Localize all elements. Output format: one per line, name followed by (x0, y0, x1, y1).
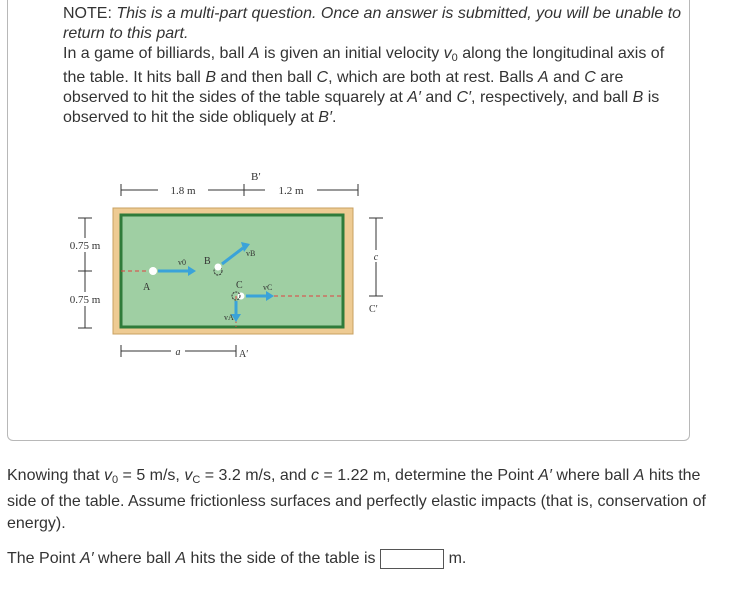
label-b: B (204, 256, 211, 267)
label-a-prime: A′ (239, 349, 249, 360)
dim-0-75m-top: 0.75 m (69, 240, 101, 252)
problem-text: In a game of billiards, ball A is given an initial velocity $v_0$ along the longitudinal axis of the table. It hits ball B and then ball C, which are both at rest. Balls A and C are observed to hit the sides of the table squarely at A′ and C′, respectively, and ball B is observed to hit the side obliquely at B′. (63, 45, 665, 126)
note-text: NOTE: This is a multi-part question. Once an answer is submitted, you will be unable to return to this part. (63, 5, 682, 42)
billiards-figure (58, 168, 388, 368)
ball-a (149, 267, 157, 275)
label-c-prime: C′ (369, 304, 378, 315)
label-a: A (143, 282, 151, 293)
label-a-dim: a (175, 347, 181, 358)
answer-unit: m. (448, 550, 467, 567)
label-vb: vB (246, 249, 256, 258)
label-c: C (236, 280, 243, 291)
problem-statement (63, 4, 683, 128)
label-b-prime: B′ (251, 171, 261, 183)
label-va: vA (224, 313, 234, 322)
answer-prompt: The Point A′ where ball A hits the side of the table is (7, 550, 376, 567)
dim-1-8m: 1.8 m (170, 185, 196, 197)
question-text: Knowing that $v_0 = 5$ m/s, $v_C = 3.2$ m/s, and c = 1.22 m, determine the Point A′ where ball A hits the side of the table. Assume frictionless surfaces and perfectly elastic impacts (that is, conservation of energy). (7, 467, 706, 532)
dim-1-2m: 1.2 m (278, 185, 304, 197)
label-vc: vC (263, 283, 273, 292)
label-c-dim: c (373, 252, 379, 263)
question-card (7, 0, 690, 441)
answer-input[interactable] (380, 549, 444, 569)
dim-0-75m-bottom: 0.75 m (69, 294, 101, 306)
label-v0: v0 (178, 258, 186, 267)
answer-row (7, 548, 466, 570)
